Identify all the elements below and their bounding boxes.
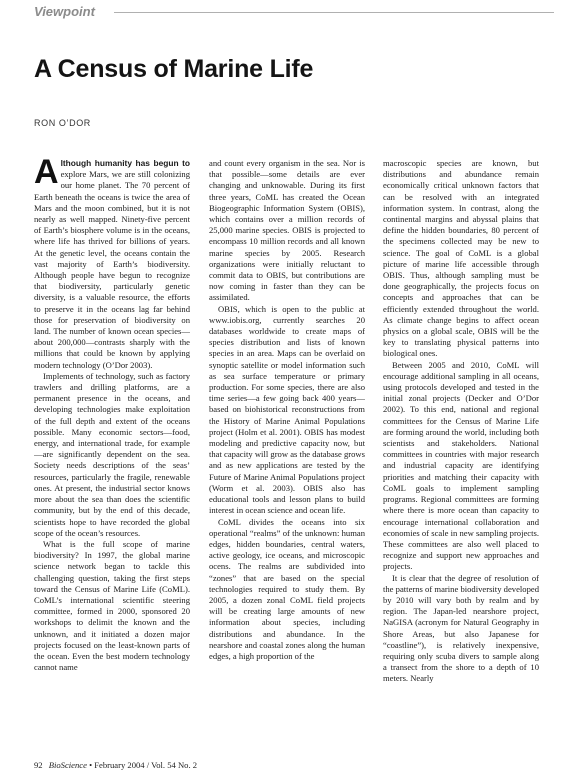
paragraph: [34, 158, 190, 371]
paragraph: macroscopic species are known, but distributions and abundance remain economically critical unknown factors that can be resolved with an integrated information system. In contrast, along the continental margins and abyssal plains that define the hidden boundaries, 80 percent of the specimens collected may be new to science. The goal of CoML is a global picture of marine life accessible through OBIS. Thus, although sampling must be done geographically, the projects focus on concepts and approaches that can be efficiently extended throughout the world. As climate change begins to affect ocean physics on a global scale, OBIS will be the key to translating physical patterns into biological ones.: [383, 158, 539, 359]
article-title: A Census of Marine Life: [34, 55, 314, 83]
paragraph: What is the full scope of marine biodiversity? In 1997, the global marine science network began to tackle this challenging question, taking the first steps toward the Census of Marine Life (CoML). CoML’s international scientific steering committee, formed in 2000, sponsored 20 workshops to delimit the known and the unknown, and it initiated a dozen major projects focused on the least-known parts of the ocean. Even the best modern technology cannot name: [34, 538, 190, 673]
paragraph: OBIS, which is open to the public at www.iobis.org, currently searches 20 databases worldwide to create maps of species distribution and lists of known species in an area. Maps can be overlaid on synoptic satellite or model information such as sea surface temperature or primary production. For some species, there are also time series—a few going back 400 years—based on biohistorical reconstructions from the History of Marine Animal Populations project (Holm et al. 2001). OBIS has modest modeling and predictive capacity now, but that capacity will grow as the database grows and as new applications are tested by the Future of Marine Animal Populations project (Worm et al. 2003). OBIS also has educational tools and lesson plans to build interest in ocean science and ocean life.: [209, 303, 365, 516]
column-2: [209, 158, 365, 754]
page-footer: [34, 760, 197, 770]
article-author: RON O’DOR: [34, 118, 91, 128]
kicker-bar: [34, 0, 554, 20]
article-body: [34, 158, 548, 754]
journal-name: BioScience: [48, 760, 87, 770]
kicker-rule: [114, 12, 554, 13]
page-number: 92: [34, 760, 43, 770]
paragraph: and count every organism in the sea. Nor is that possible—some details are ever changing and unknowable. During its first three years, CoML has created the Ocean Biogeographic Information System (OBIS), which contains over a million records of 25,000 marine species. OBIS is projected to encompass 10 million records and all known marine species by 2005. Research organizations were initially reluctant to commit data to OBIS, but contributions are now coming in faster than they can be assimilated.: [209, 158, 365, 303]
column-1: [34, 158, 190, 754]
lead-in: lthough humanity has begun to: [60, 158, 190, 168]
paragraph: Between 2005 and 2010, CoML will encourage additional sampling in all oceans, using protocols developed and tested in the initial zonal projects (Decker and O’Dor 2002). To this end, national and regional committees for the Census of Marine Life are forming around the world, including both scientists and stakeholders. National committees in countries with major research and industrial capacity are identifying priorities and matching their capacity with CoML goals to implement sampling programs. Regional committees are forming where there is more ocean than capacity to encourage international collaboration and economies of scale in new sampling projects. These committees are also well placed to recognize and support new approaches and projects.: [383, 359, 539, 572]
paragraph: CoML divides the oceans into six operational “realms” of the unknown: human edges, hidden boundaries, central waters, active geology, ice oceans, and microscopic ocens. The realms are subdivided into “zones” that are based on the special technologies required to study them. By 2005, a dozen zonal CoML field projects will be creating large amounts of new information about species, including distributions and abundance. In the nearshore and coastal zones along the human edges, a high proportion of the: [209, 516, 365, 661]
column-3: [383, 158, 539, 754]
section-kicker: Viewpoint: [34, 4, 95, 19]
paragraph: Implements of technology, such as factory trawlers and drilling platforms, are a permanent presence in the oceans, and developing technologies make exploitation of the full depth and extent of the oceans possible. Many economic sectors—food, energy, and international trade, for example—are significantly dependent on the sea. Society needs descriptions of the seas’ resources, particularly the fragile, renewable ones. At present, the industrial sector knows more about the sea than does the scientific community, but by the end of this decade, scientists hope to have recorded the global scope of the ocean’s resources.: [34, 370, 190, 538]
issue-info: • February 2004 / Vol. 54 No. 2: [89, 760, 198, 770]
paragraph: It is clear that the degree of resolution of the patterns of marine biodiversity developed by 2010 will vary both by realm and by region. The Japan-led nearshore project, NaGISA (acronym for Natural Geography in Shore Areas, but also Japanese for “coastline”), is relatively inexpensive, requiring only scuba divers to sample along a transect from the shore to a depth of 10 meters. Nearly: [383, 572, 539, 684]
paragraph-text: explore Mars, we are still colonizing our home planet. The 70 percent of Earth beneath the oceans is twice the area of Mars and the moon combined, but it is not nearly as well mapped. Ninety-five percent of Earth’s biosphere volume is in the oceans, where life has thrived for billions of years. At the genetic level, the oceans contain the vast majority of Earth’s biodiversity. Although people have begun to recognize that biodiversity, particularly genetic diversity, is a valuable resource, the efforts to preserve it in the oceans lag far behind those for preservation of biodiversity on land. The number of known ocean species—about 200,000—contrasts sharply with the millions that could be known by applying modern technology (O’Dor 2003).: [34, 169, 190, 370]
drop-cap: A: [34, 158, 59, 191]
